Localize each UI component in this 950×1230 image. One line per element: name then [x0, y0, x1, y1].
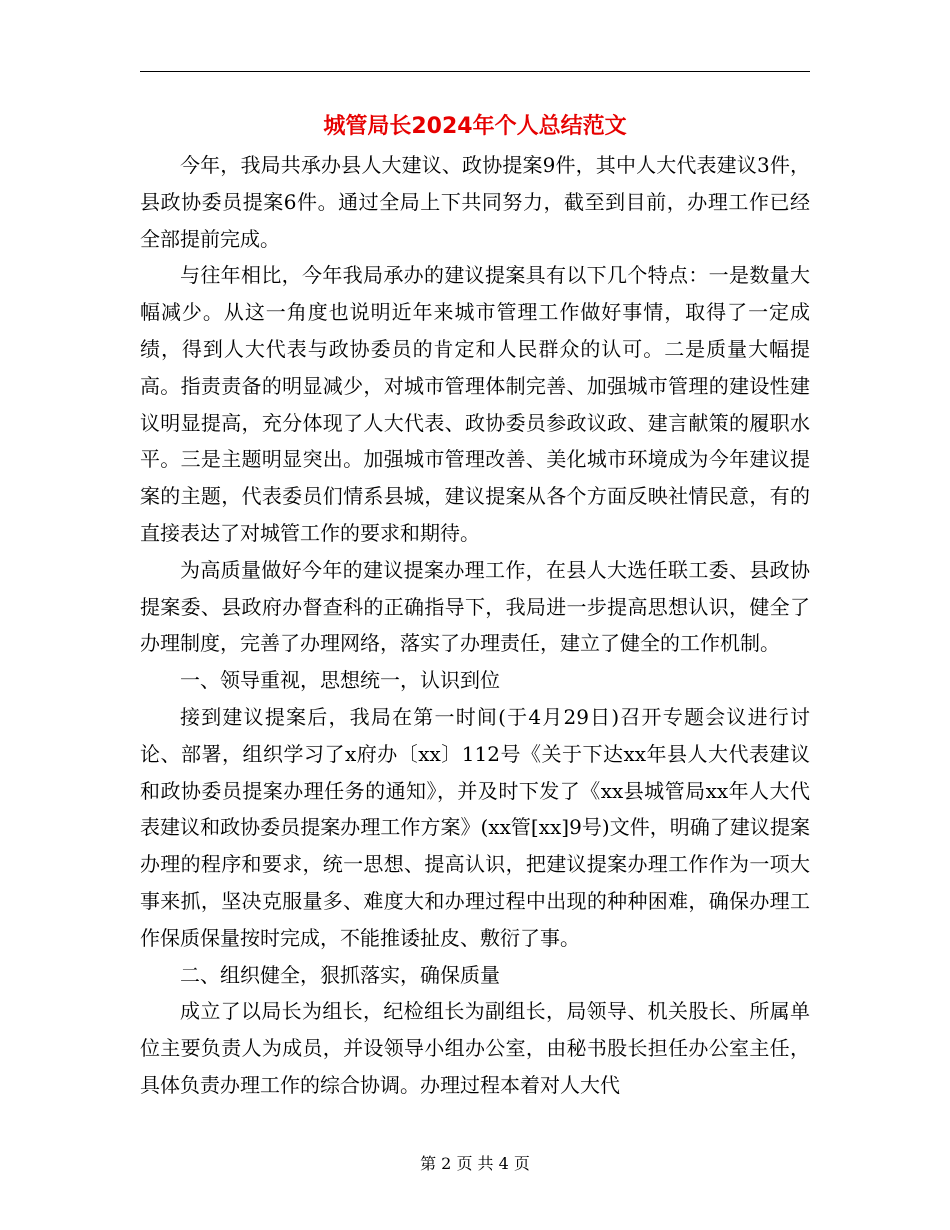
paragraph-mechanism: 为高质量做好今年的建议提案办理工作，在县人大选任联工委、县政协提案委、县政府办督查科的正确指导下，我局进一步提高思想认识，健全了办理制度，完善了办理网络，落实了办理责任，建立了健全的工作机制。: [140, 557, 810, 656]
paragraph-features: 与往年相比，今年我局承办的建议提案具有以下几个特点：一是数量大幅减少。从这一角度也说明近年来城市管理工作做好事情，取得了一定成绩，得到人大代表与政协委员的肯定和人民群众的认可。二是质量大幅提高。指责责备的明显减少，对城市管理体制完善、加强城市管理的建设性建议明显提高，充分体现了人大代表、政协委员参政议政、建言献策的履职水平。三是主题明显突出。加强城市管理改善、美化城市环境成为今年建议提案的主题，代表委员们情系县城，建议提案从各个方面反映社情民意，有的直接表达了对城管工作的要求和期待。: [140, 263, 810, 545]
section-heading-2: 二、组织健全，狠抓落实，确保质量: [180, 962, 500, 987]
paragraph-section-1: 接到建议提案后，我局在第一时间(于4月29日)召开专题会议进行讨论、部署，组织学习了x府办〔xx〕112号《关于下达xx年县人大代表建议和政协委员提案办理任务的通知》，并及时下发了《xx县城管局xx年人大代表建议和政协委员提案办理工作方案》(xx管[xx]9号)文件，明确了建议提案办理的程序和要求，统一思想、提高认识，把建议提案办理工作作为一项大事来抓，坚决克服量多、难度大和办理过程中出现的种种困难，确保办理工作保质保量按时完成，不能推诿扯皮、敷衍了事。: [140, 704, 810, 950]
paragraph-section-2: 成立了以局长为组长，纪检组长为副组长，局领导、机关股长、所属单位主要负责人为成员，并设领导小组办公室，由秘书股长担任办公室主任，具体负责办理工作的综合协调。办理过程本着对人大代: [140, 999, 810, 1097]
paragraph-intro: 今年，我局共承办县人大建议、政协提案9件，其中人大代表建议3件，县政协委员提案6件。通过全局上下共同努力，截至到目前，办理工作已经全部提前完成。: [140, 153, 810, 251]
page-number: 第 2 页 共 4 页: [420, 1154, 530, 1173]
document-title: 城管局长2024年个人总结范文: [323, 114, 627, 139]
document-body: [140, 147, 810, 1104]
section-heading-1: 一、领导重视，思想统一，认识到位: [180, 668, 500, 693]
header-rule: [140, 71, 810, 72]
